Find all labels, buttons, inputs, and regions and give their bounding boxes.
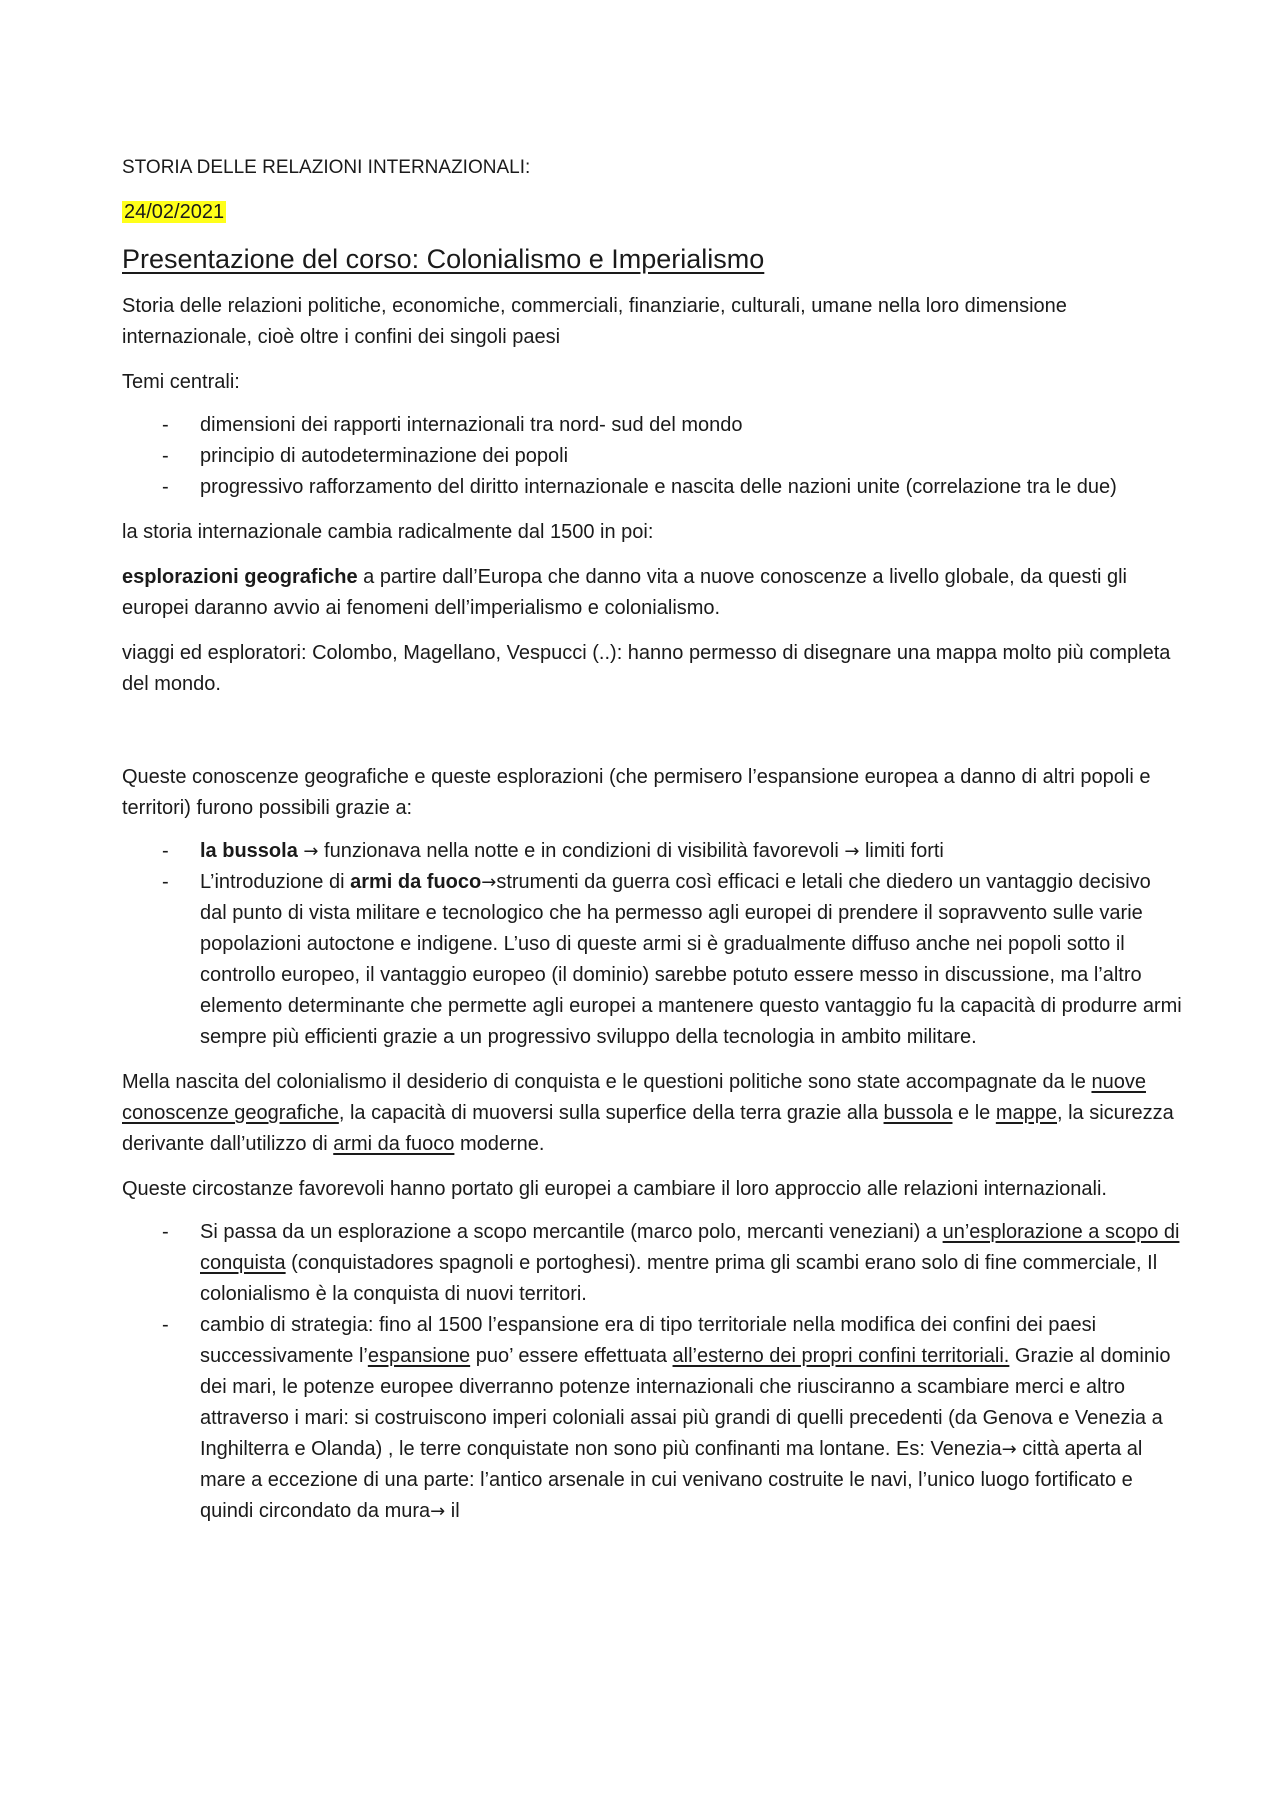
underlined-text: bussola	[883, 1102, 953, 1124]
underlined-text: espansione	[367, 1345, 471, 1367]
list-item: - cambio di strategia: fino al 1500 l’espansione era di tipo territoriale nella modifica dei confini dei paesi successivamente l’espansione puo’ essere effettuata all’esterno dei propri confini territoriali. Grazie al dominio dei mari, le potenze europee diverranno potenze internazionali che riusciranno a scambiare merci e altro attraverso i mari: si costruiscono imperi coloniali assai più grandi di quelli precedenti (da Genova e Venezia a Inghilterra e Olanda) , le terre conquistate non sono più confinanti ma lontane. Es: Venezia→ città aperta al mare a eccezione di una parte: l’antico arsenale in cui venivano costruite le navi, l’unico luogo fortificato e quindi circondato da mura→ il	[122, 1310, 1182, 1527]
list-dash: -	[162, 445, 169, 467]
list-dash: -	[162, 476, 169, 498]
underlined-text: nuove conoscenze geografiche	[122, 1071, 1146, 1124]
list-item: - L’introduzione di armi da fuoco→strumenti da guerra così efficaci e letali che diedero un vantaggio decisivo dal punto di vista militare e tecnologico che ha permesso agli europei di prendere il sopravvento sulle varie popolazioni autoctone e indigene. L’uso di queste armi si è gradualmente diffuso anche nei popoli sotto il controllo europeo, il vantaggio europeo (il dominio) sarebbe potuto essere messo in discussione, ma l’altro elemento determinante che permette agli europei a mantenere questo vantaggio fu la capacità di produrre armi sempre più efficienti grazie a un progressivo sviluppo della tecnologia in ambito militare.	[122, 867, 1182, 1053]
document-header: STORIA DELLE RELAZIONI INTERNAZIONALI:	[122, 157, 531, 178]
list-item: - dimensioni dei rapporti internazionali tra nord- sud del mondo	[122, 410, 1182, 441]
list-item: - la bussola → funzionava nella notte e in condizioni di visibilità favorevoli → limiti forti	[122, 836, 1182, 867]
blank-space	[122, 700, 1182, 748]
arrow-icon: →	[303, 841, 319, 862]
nascita-paragraph: Mella nascita del colonialismo il desiderio di conquista e le questioni politiche sono state accompagnate da le nuove conoscenze geografiche, la capacità di muoversi sulla superfice della terra grazie alla bussola e le mappe, la sicurezza derivante dall’utilizzo di armi da fuoco moderne.	[122, 1071, 1174, 1155]
lecture-date-line	[122, 197, 1182, 227]
list-dash: -	[162, 414, 169, 436]
temi-heading: Temi centrali:	[122, 371, 240, 393]
list-dash: -	[162, 840, 169, 862]
arrow-icon: →	[1001, 1439, 1017, 1460]
cambi-list	[122, 1217, 1182, 1527]
arrow-icon: →	[430, 1501, 446, 1522]
intro-paragraph: Storia delle relazioni politiche, economiche, commerciali, finanziarie, culturali, umane nella loro dimensione internazionale, cioè oltre i confini dei singoli paesi	[122, 295, 1067, 348]
grazie-list	[122, 836, 1182, 1053]
bold-text: esplorazioni geografiche	[122, 566, 358, 588]
underlined-text: un’esplorazione a scopo di conquista	[200, 1221, 1180, 1274]
storia-paragraph: la storia internazionale cambia radicalmente dal 1500 in poi:	[122, 521, 654, 543]
list-item: - Si passa da un esplorazione a scopo mercantile (marco polo, mercanti veneziani) a un’esplorazione a scopo di conquista (conquistadores spagnoli e portoghesi). mentre prima gli scambi erano solo di fine commerciale, Il colonialismo è la conquista di nuovi territori.	[122, 1217, 1182, 1310]
underlined-text: mappe	[995, 1102, 1057, 1124]
list-dash: -	[162, 871, 169, 893]
section-title: Presentazione del corso: Colonialismo e Imperialismo	[122, 244, 765, 274]
viaggi-paragraph: viaggi ed esploratori: Colombo, Magellano, Vespucci (..): hanno permesso di disegnare una mappa molto più completa del mondo.	[122, 642, 1171, 695]
list-dash: -	[162, 1314, 169, 1336]
esplorazioni-paragraph: esplorazioni geografiche a partire dall’Europa che danno vita a nuove conoscenze a livello globale, da questi gli europei daranno avvio ai fenomeni dell’imperialismo e colonialismo.	[122, 566, 1128, 619]
conoscenze-paragraph: Queste conoscenze geografiche e queste esplorazioni (che permisero l’espansione europea a danno di altri popoli e territori) furono possibili grazie a:	[122, 766, 1151, 819]
circostanze-paragraph: Queste circostanze favorevoli hanno portato gli europei a cambiare il loro approccio alle relazioni internazionali.	[122, 1178, 1107, 1200]
lecture-date: 24/02/2021	[124, 201, 225, 223]
temi-list	[122, 410, 1182, 503]
list-dash: -	[162, 1221, 169, 1243]
underlined-text: all’esterno dei propri confini territoriali.	[672, 1345, 1010, 1367]
underlined-text: armi da fuoco	[333, 1133, 455, 1155]
arrow-icon: →	[844, 841, 860, 862]
bold-text: armi da fuoco	[350, 871, 482, 893]
bold-text: la bussola	[200, 840, 298, 862]
list-item: - principio di autodeterminazione dei popoli	[122, 441, 1182, 472]
list-item: - progressivo rafforzamento del diritto internazionale e nascita delle nazioni unite (correlazione tra le due)	[122, 472, 1182, 503]
arrow-icon: →	[481, 872, 497, 893]
document-body	[122, 150, 1182, 1527]
